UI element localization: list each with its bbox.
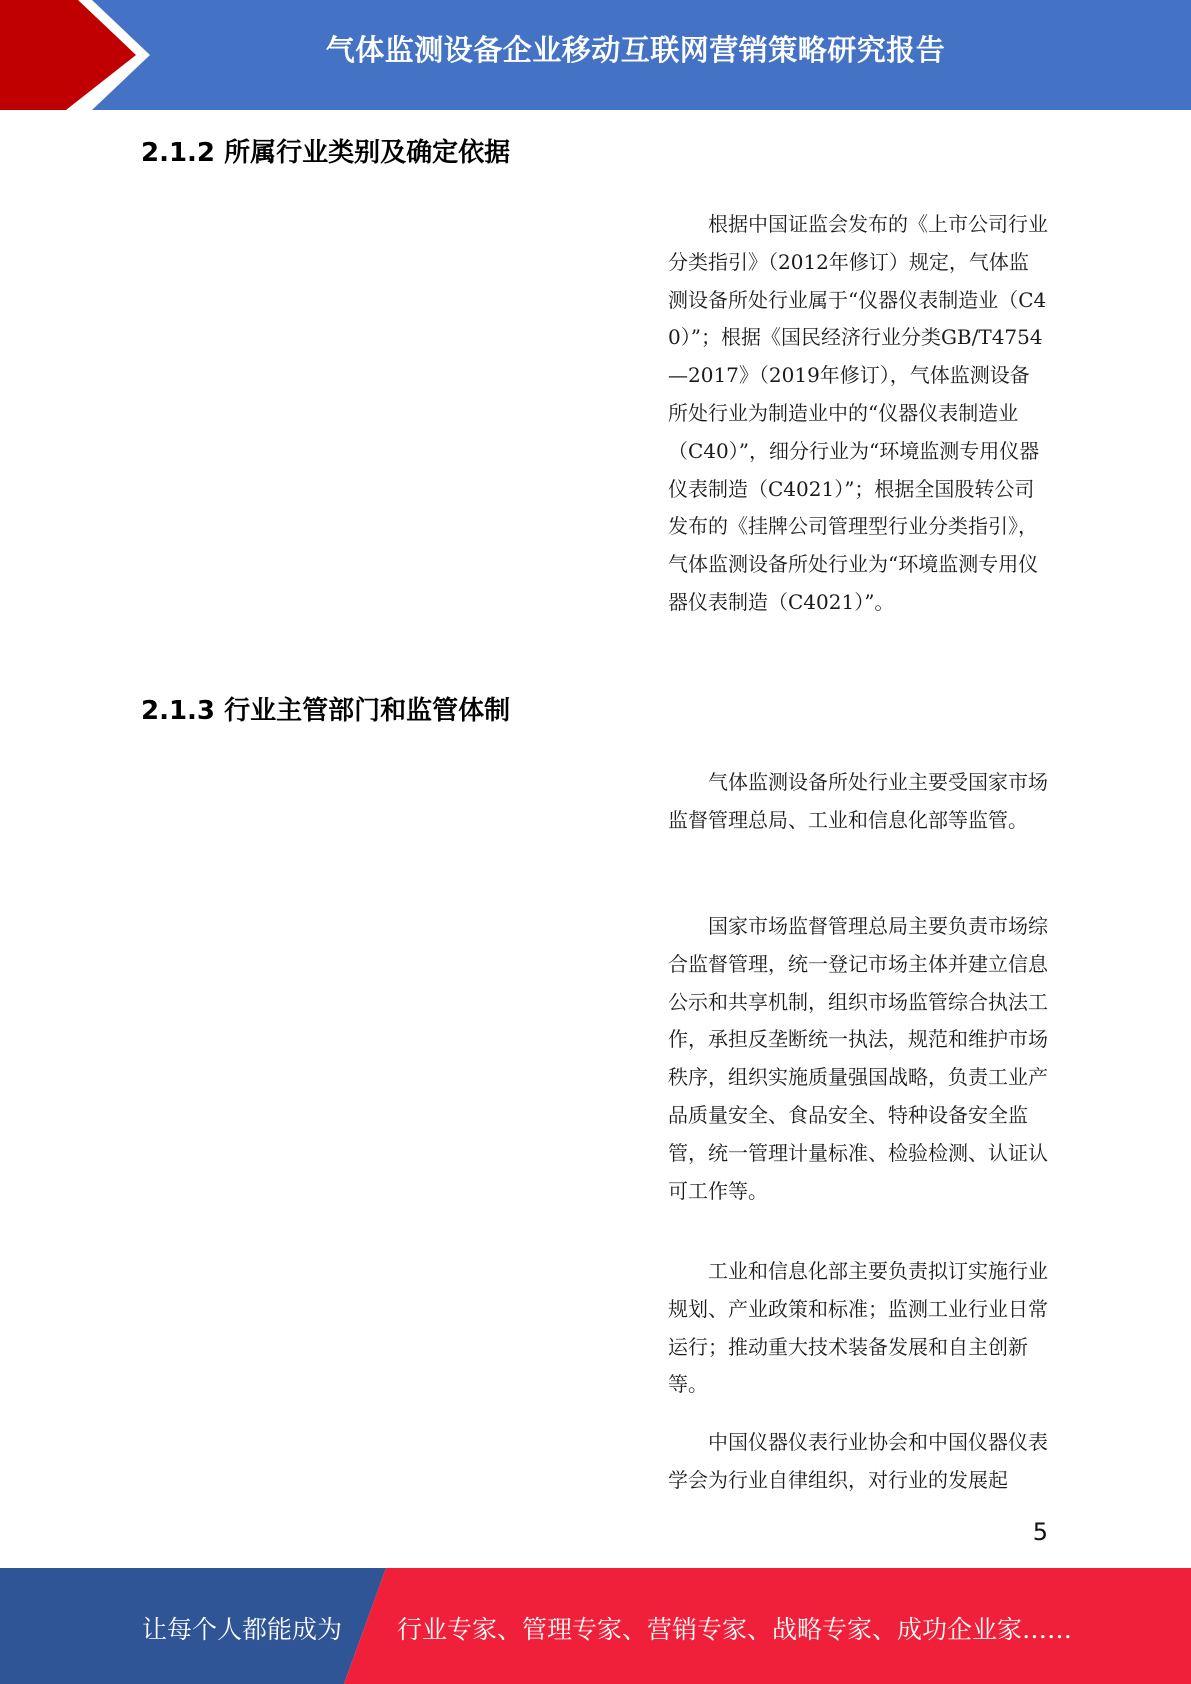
paragraph-industry-associations: 中国仪器仪表行业协会和中国仪器仪表学会为行业自律组织，对行业的发展起 xyxy=(668,1430,1048,1492)
paragraph-miit: 工业和信息化部主要负责拟订实施行业规划、产业政策和标准；监测工业行业日常运行；推动重大技术装备发展和自主创新等。 xyxy=(668,1259,1048,1397)
document-title: 气体监测设备企业移动互联网营销策略研究报告 xyxy=(325,33,946,67)
footer-slogan-left: 让每个人都能成为 xyxy=(142,1615,343,1644)
paragraph-industry-classification: 根据中国证监会发布的《上市公司行业分类指引》（2012年修订）规定，气体监测设备所处行业属于“仪器仪表制造业（C40）”；根据《国民经济行业分类GB/T4754—2017》（2019年修订），气体监测设备所处行业为制造业中的“仪器仪表制造业（C40）”，细分行业为“环境监测专用仪器仪表制造（C4021）”；根据全国股转公司发布的《挂牌公司管理型行业分类指引》，气体监测设备所处行业为“环境监测专用仪器仪表制造（C4021）”。 xyxy=(668,212,1048,614)
page-number: 5 xyxy=(1032,1518,1048,1546)
section-heading-2-1-2: 2.1.2 所属行业类别及确定依据 xyxy=(141,138,511,168)
page-footer xyxy=(0,1568,1191,1684)
page-header xyxy=(0,0,1191,110)
footer-slogan-right: 行业专家、管理专家、营销专家、战略专家、成功企业家…… xyxy=(397,1615,1073,1644)
paragraph-market-regulation: 国家市场监督管理总局主要负责市场综合监督管理，统一登记市场主体并建立信息公示和共享机制，组织市场监管综合执法工作，承担反垄断统一执法，规范和维护市场秩序，组织实施质量强国战略，负责工业产品质量安全、食品安全、特种设备安全监管，统一管理计量标准、检验检测、认证认可工作等。 xyxy=(668,914,1048,1203)
section-heading-2-1-3: 2.1.3 行业主管部门和监管体制 xyxy=(141,696,511,726)
paragraph-regulators-intro: 气体监测设备所处行业主要受国家市场监督管理总局、工业和信息化部等监管。 xyxy=(668,770,1048,832)
